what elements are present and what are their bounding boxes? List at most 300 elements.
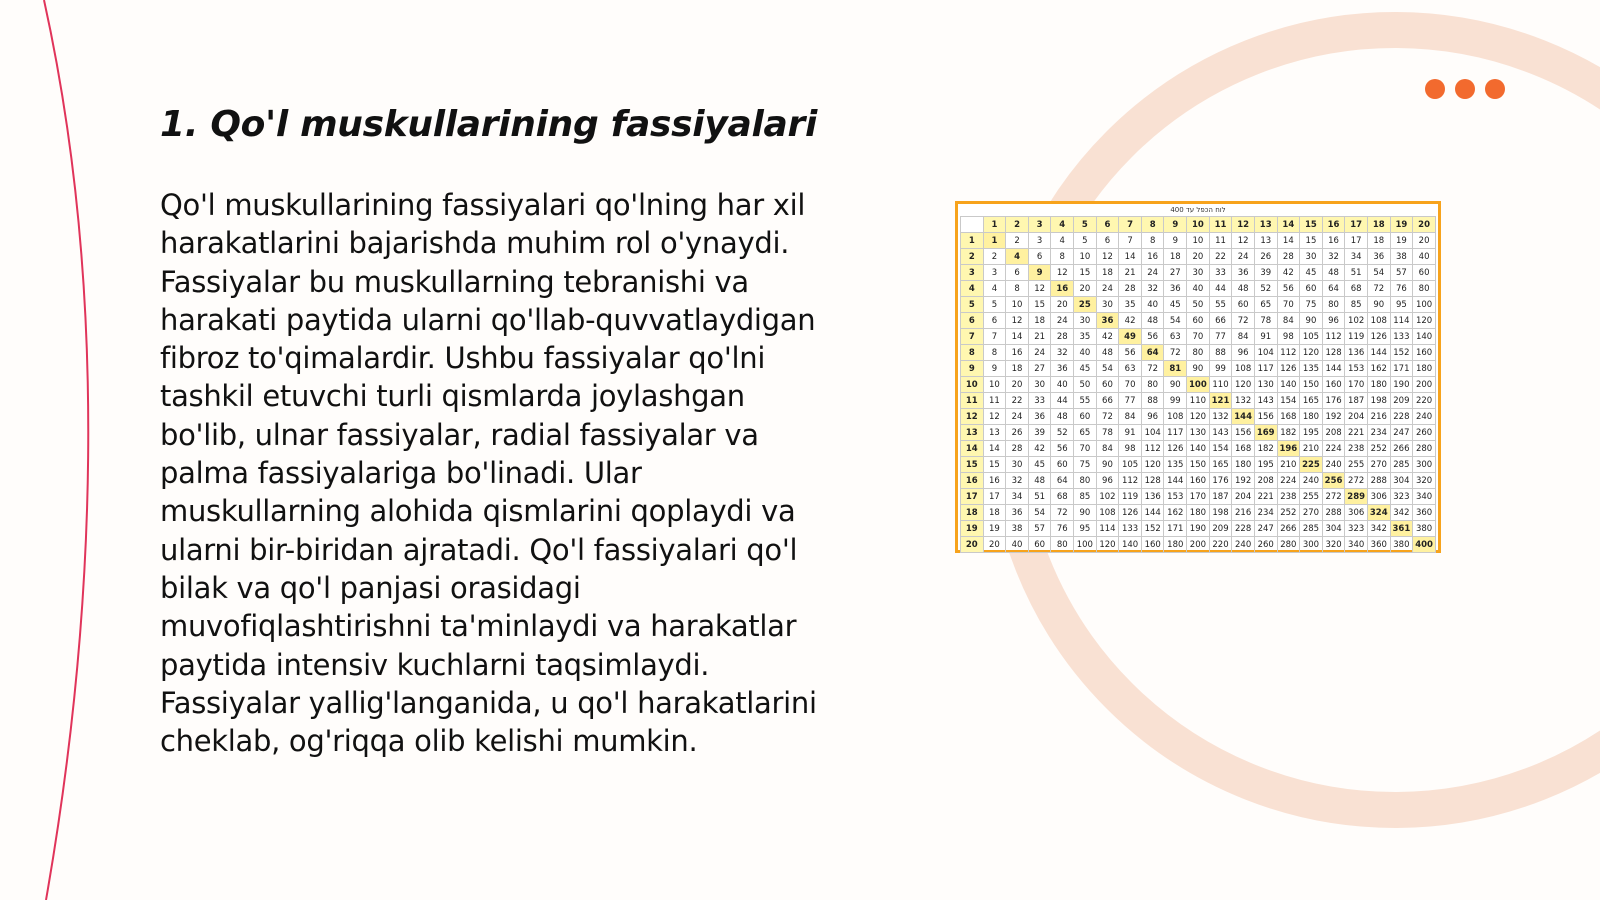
table-cell: 15 [1028,297,1051,313]
table-row-header: 7 [961,329,984,345]
table-cell: 196 [1277,441,1300,457]
table-cell: 288 [1367,473,1390,489]
table-cell: 77 [1209,329,1232,345]
table-cell: 34 [1006,489,1029,505]
table-cell: 209 [1209,521,1232,537]
table-cell: 198 [1367,393,1390,409]
table-cell: 28 [1119,281,1142,297]
table-cell: 221 [1345,425,1368,441]
table-row-header: 15 [961,457,984,473]
table-cell: 98 [1277,329,1300,345]
table-cell: 114 [1096,521,1119,537]
table-cell: 126 [1367,329,1390,345]
table-row-header: 11 [961,393,984,409]
table-row [961,409,1436,425]
table-cell: 80 [1413,281,1436,297]
table-row-header: 6 [961,313,984,329]
table-row [961,537,1436,553]
table-cell: 76 [1051,521,1074,537]
table-col-header: 4 [1051,217,1074,233]
table-cell: 306 [1367,489,1390,505]
table-cell: 209 [1390,393,1413,409]
table-cell: 7 [983,329,1006,345]
table-cell: 24 [1096,281,1119,297]
table-cell: 176 [1322,393,1345,409]
table-cell: 240 [1413,409,1436,425]
table-cell: 153 [1345,361,1368,377]
table-cell: 44 [1209,281,1232,297]
table-cell: 110 [1209,377,1232,393]
table-cell: 240 [1300,473,1323,489]
table-cell: 304 [1322,521,1345,537]
table-cell: 234 [1254,505,1277,521]
table-cell: 306 [1345,505,1368,521]
table-cell: 208 [1254,473,1277,489]
table-row-header: 18 [961,505,984,521]
table-cell: 45 [1164,297,1187,313]
table-cell: 26 [1006,425,1029,441]
table-cell: 18 [1164,249,1187,265]
table-cell: 104 [1254,345,1277,361]
table-row [961,457,1436,473]
table-cell: 18 [1096,265,1119,281]
table-row-header: 10 [961,377,984,393]
table-cell: 238 [1345,441,1368,457]
table-cell: 36 [1051,361,1074,377]
table-cell: 70 [1119,377,1142,393]
table-cell: 60 [1051,457,1074,473]
table-cell: 80 [1322,297,1345,313]
table-cell: 45 [1300,265,1323,281]
table-cell: 160 [1413,345,1436,361]
table-cell: 136 [1345,345,1368,361]
table-cell: 228 [1232,521,1255,537]
table-cell: 50 [1074,377,1097,393]
table-cell: 162 [1367,361,1390,377]
table-cell: 72 [1367,281,1390,297]
table-cell: 90 [1187,361,1210,377]
table-cell: 40 [1051,377,1074,393]
table-cell: 48 [1141,313,1164,329]
table-row-header: 20 [961,537,984,553]
table-cell: 85 [1074,489,1097,505]
table-cell: 256 [1322,473,1345,489]
table-cell: 60 [1413,265,1436,281]
table-cell: 49 [1119,329,1142,345]
table-cell: 7 [1119,233,1142,249]
table-row-header: 8 [961,345,984,361]
table-cell: 216 [1232,505,1255,521]
table-cell: 300 [1413,457,1436,473]
table-cell: 8 [1006,281,1029,297]
table-cell: 96 [1232,345,1255,361]
table-cell: 140 [1119,537,1142,553]
table-cell: 51 [1028,489,1051,505]
table-row-header: 1 [961,233,984,249]
table-row [961,441,1436,457]
table-cell: 90 [1164,377,1187,393]
table-cell: 272 [1322,489,1345,505]
table-row-header: 9 [961,361,984,377]
table-cell: 50 [1187,297,1210,313]
table-cell: 14 [1006,329,1029,345]
table-cell: 165 [1209,457,1232,473]
table-cell: 54 [1028,505,1051,521]
table-cell: 180 [1413,361,1436,377]
table-cell: 38 [1390,249,1413,265]
table-cell: 16 [1051,281,1074,297]
table-cell: 112 [1119,473,1142,489]
table-cell: 60 [1096,377,1119,393]
table-cell: 28 [1051,329,1074,345]
table-cell: 3 [1028,233,1051,249]
table-cell: 75 [1074,457,1097,473]
table-cell: 42 [1028,441,1051,457]
table-cell: 8 [1141,233,1164,249]
table-cell: 16 [1141,249,1164,265]
table-cell: 220 [1413,393,1436,409]
table-cell: 32 [1006,473,1029,489]
table-cell: 400 [1413,537,1436,553]
table-col-header: 5 [1074,217,1097,233]
table-cell: 252 [1367,441,1390,457]
table-cell: 65 [1254,297,1277,313]
table-row-header: 12 [961,409,984,425]
table-cell: 170 [1345,377,1368,393]
table-cell: 247 [1254,521,1277,537]
table-cell: 132 [1209,409,1232,425]
table-cell: 100 [1413,297,1436,313]
table-cell: 323 [1390,489,1413,505]
table-cell: 91 [1254,329,1277,345]
table-cell: 27 [1028,361,1051,377]
table-cell: 39 [1028,425,1051,441]
table-cell: 60 [1028,537,1051,553]
table-cell: 66 [1096,393,1119,409]
slide-body-text: Qo'l muskullarining fassiyalari qo'lning har xil harakatlarini bajarishda muhim rol o'ynaydi. Fassiyalar bu muskullarning tebranishi va harakati paytida ularni qo'llab-quvvatlaydigan fibroz to'qimalardir. Ushbu fassiyalar qo'lni tashkil etuvchi turli qismlarda joylashgan bo'lib, ulnar fassiyalar, radial fassiyalar va palma fassiyalariga bo'linadi. Ular muskullarning alohida qismlarini qoplaydi va ularni bir-biridan ajratadi. Qo'l fassiyalari qo'l bilak va qo'l panjasi orasidagi muvofiqlashtirishni ta'minlaydi va harakatlar paytida intensiv kuchlarni taqsimlaydi. Fassiyalar yallig'langanida, u qo'l harakatlarini cheklab, og'riqqa olib kelishi mumkin. [160,188,817,759]
table-cell: 30 [1074,313,1097,329]
table-row [961,489,1436,505]
table-row [961,505,1436,521]
table-cell: 2 [983,249,1006,265]
table-cell: 30 [1028,377,1051,393]
table-cell: 128 [1141,473,1164,489]
table-cell: 180 [1187,505,1210,521]
table-cell: 100 [1074,537,1097,553]
table-cell: 28 [1006,441,1029,457]
table-row [961,297,1436,313]
table-cell: 52 [1051,425,1074,441]
table-cell: 52 [1254,281,1277,297]
table-col-header: 17 [1345,217,1368,233]
table-cell: 24 [1232,249,1255,265]
table-row [961,361,1436,377]
table-cell: 57 [1028,521,1051,537]
table-cell: 380 [1390,537,1413,553]
table-cell: 120 [1141,457,1164,473]
table-cell: 44 [1051,393,1074,409]
table-cell: 150 [1187,457,1210,473]
table-cell: 126 [1164,441,1187,457]
table-cell: 285 [1300,521,1323,537]
table-cell: 162 [1164,505,1187,521]
table-cell: 60 [1074,409,1097,425]
table-cell: 360 [1367,537,1390,553]
table-cell: 342 [1367,521,1390,537]
table-row-header: 13 [961,425,984,441]
table-cell: 289 [1345,489,1368,505]
table-cell: 342 [1390,505,1413,521]
table-cell: 187 [1209,489,1232,505]
table-cell: 6 [1028,249,1051,265]
table-cell: 72 [1232,313,1255,329]
table-cell: 70 [1277,297,1300,313]
table-cell: 120 [1187,409,1210,425]
table-cell: 280 [1277,537,1300,553]
table-cell: 165 [1300,393,1323,409]
table-cell: 144 [1164,473,1187,489]
table-col-header: 6 [1096,217,1119,233]
table-cell: 154 [1277,393,1300,409]
table-row [961,425,1436,441]
table-cell: 272 [1345,473,1368,489]
table-row [961,521,1436,537]
table-cell: 99 [1209,361,1232,377]
table-cell: 64 [1051,473,1074,489]
left-curve-line [44,0,88,900]
table-cell: 126 [1277,361,1300,377]
table-cell: 24 [1006,409,1029,425]
table-cell: 48 [1051,409,1074,425]
table-cell: 168 [1232,441,1255,457]
table-cell: 30 [1096,297,1119,313]
table-cell: 36 [1006,505,1029,521]
table-cell: 36 [1096,313,1119,329]
table-cell: 170 [1187,489,1210,505]
table-col-header: 18 [1367,217,1390,233]
table-cell: 5 [983,297,1006,313]
table-cell: 10 [1187,233,1210,249]
table-cell: 64 [1141,345,1164,361]
table-cell: 160 [1141,537,1164,553]
table-row [961,329,1436,345]
table-cell: 63 [1119,361,1142,377]
table-cell: 360 [1413,505,1436,521]
table-cell: 56 [1141,329,1164,345]
table-cell: 20 [983,537,1006,553]
table-cell: 168 [1277,409,1300,425]
table-cell: 9 [983,361,1006,377]
table-cell: 40 [1187,281,1210,297]
table-cell: 80 [1074,473,1097,489]
table-cell: 48 [1322,265,1345,281]
table-cell: 56 [1277,281,1300,297]
table-cell: 66 [1209,313,1232,329]
table-cell: 260 [1413,425,1436,441]
table-cell: 22 [1209,249,1232,265]
table-cell: 6 [1006,265,1029,281]
table-cell: 10 [1074,249,1097,265]
slide-title: 1. Qo'l muskullarining fassiyalari [160,104,818,145]
table-cell: 160 [1187,473,1210,489]
table-col-header: 7 [1119,217,1142,233]
table-cell: 130 [1187,425,1210,441]
table-corner [961,217,984,233]
table-cell: 21 [1028,329,1051,345]
table-cell: 32 [1322,249,1345,265]
table-cell: 90 [1074,505,1097,521]
table-cell: 5 [1074,233,1097,249]
table-cell: 143 [1209,425,1232,441]
table-cell: 182 [1254,441,1277,457]
table-cell: 102 [1096,489,1119,505]
table-cell: 105 [1119,457,1142,473]
table-cell: 24 [1028,345,1051,361]
table-cell: 26 [1254,249,1277,265]
table-cell: 171 [1390,361,1413,377]
table-cell: 195 [1254,457,1277,473]
table-cell: 96 [1096,473,1119,489]
table-cell: 60 [1300,281,1323,297]
table-cell: 108 [1232,361,1255,377]
table-cell: 14 [983,441,1006,457]
table-cell: 144 [1232,409,1255,425]
table-cell: 90 [1367,297,1390,313]
table-cell: 195 [1300,425,1323,441]
table-col-header: 12 [1232,217,1255,233]
table-row [961,249,1436,265]
table-cell: 28 [1277,249,1300,265]
table-cell: 56 [1051,441,1074,457]
table-cell: 78 [1096,425,1119,441]
table-cell: 15 [1074,265,1097,281]
table-cell: 280 [1413,441,1436,457]
table-cell: 204 [1232,489,1255,505]
table-cell: 228 [1390,409,1413,425]
table-cell: 114 [1390,313,1413,329]
table-cell: 15 [1300,233,1323,249]
table-cell: 10 [1006,297,1029,313]
table-cell: 12 [1096,249,1119,265]
table-cell: 220 [1209,537,1232,553]
table-cell: 14 [1119,249,1142,265]
table-cell: 200 [1413,377,1436,393]
table-cell: 25 [1074,297,1097,313]
table-cell: 120 [1300,345,1323,361]
table-cell: 160 [1322,377,1345,393]
table-cell: 90 [1300,313,1323,329]
table-cell: 22 [1006,393,1029,409]
table-cell: 19 [983,521,1006,537]
table-cell: 12 [1006,313,1029,329]
table-cell: 255 [1345,457,1368,473]
table-cell: 20 [1006,377,1029,393]
table-cell: 133 [1390,329,1413,345]
table-cell: 13 [983,425,1006,441]
table-cell: 108 [1096,505,1119,521]
table-cell: 32 [1051,345,1074,361]
table-cell: 30 [1006,457,1029,473]
table-cell: 112 [1141,441,1164,457]
table-cell: 42 [1096,329,1119,345]
table-col-header: 15 [1300,217,1323,233]
table-cell: 119 [1119,489,1142,505]
table-cell: 216 [1367,409,1390,425]
table-cell: 144 [1322,361,1345,377]
table-row-header: 19 [961,521,984,537]
table-cell: 340 [1413,489,1436,505]
table-col-header: 11 [1209,217,1232,233]
table-cell: 156 [1254,409,1277,425]
table-cell: 15 [983,457,1006,473]
table-cell: 16 [1006,345,1029,361]
table-cell: 144 [1141,505,1164,521]
table-cell: 40 [1141,297,1164,313]
table-row [961,345,1436,361]
table-cell: 16 [1322,233,1345,249]
table-col-header: 13 [1254,217,1277,233]
table-cell: 9 [1164,233,1187,249]
table-cell: 270 [1367,457,1390,473]
table-cell: 36 [1164,281,1187,297]
table-cell: 54 [1367,265,1390,281]
table-cell: 210 [1300,441,1323,457]
table-cell: 51 [1345,265,1368,281]
table-title: לוח הכפל עד 400 [1170,206,1226,214]
table-cell: 84 [1119,409,1142,425]
table-cell: 36 [1028,409,1051,425]
table-col-header: 2 [1006,217,1029,233]
table-cell: 182 [1277,425,1300,441]
table-cell: 3 [983,265,1006,281]
table-cell: 36 [1232,265,1255,281]
table-cell: 135 [1164,457,1187,473]
table-cell: 78 [1254,313,1277,329]
table-cell: 8 [983,345,1006,361]
table-cell: 21 [1119,265,1142,281]
table-cell: 81 [1164,361,1187,377]
table-cell: 4 [983,281,1006,297]
table-col-header: 16 [1322,217,1345,233]
table-cell: 18 [1367,233,1390,249]
table-cell: 144 [1367,345,1390,361]
table-cell: 48 [1028,473,1051,489]
table-cell: 140 [1187,441,1210,457]
table-cell: 133 [1119,521,1142,537]
table-cell: 14 [1277,233,1300,249]
table-cell: 2 [1006,233,1029,249]
table-col-header: 20 [1413,217,1436,233]
table-cell: 24 [1051,313,1074,329]
table-cell: 120 [1096,537,1119,553]
table-cell: 300 [1300,537,1323,553]
table-cell: 19 [1390,233,1413,249]
table-cell: 68 [1051,489,1074,505]
table-cell: 84 [1277,313,1300,329]
table-cell: 117 [1254,361,1277,377]
table-cell: 30 [1187,265,1210,281]
table-cell: 152 [1390,345,1413,361]
table-cell: 48 [1096,345,1119,361]
table-col-header: 10 [1187,217,1210,233]
table-cell: 40 [1413,249,1436,265]
table-cell: 9 [1028,265,1051,281]
table-cell: 323 [1345,521,1368,537]
table-cell: 324 [1367,505,1390,521]
table-cell: 40 [1074,345,1097,361]
table-cell: 60 [1232,297,1255,313]
table-row-header: 14 [961,441,984,457]
